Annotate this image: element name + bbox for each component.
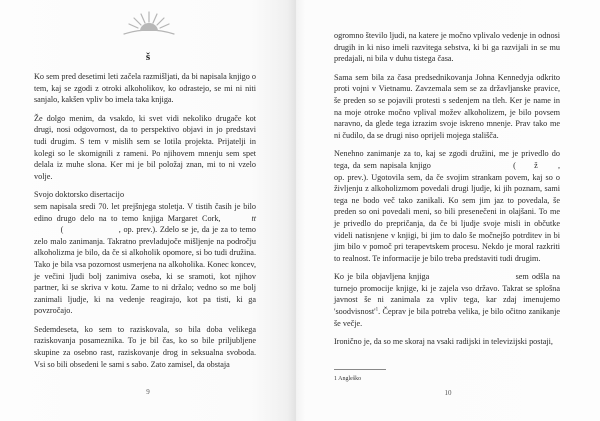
paren: ( <box>513 160 516 170</box>
left-page-body <box>34 71 256 377</box>
paragraph: Ko sem pred desetimi leti začela razmišljati, da bi napisala knjigo o tem, kaj se zgodi z otroki alkoholikov, ko odrastejo, se mi ni niti sanjalo, kakšen vpliv bo imela taka knjiga. <box>34 72 256 105</box>
sun-rising-icon <box>120 8 178 38</box>
left-page <box>0 0 296 421</box>
chapter-heading: š <box>145 51 151 63</box>
paragraph <box>334 148 560 264</box>
paragraph: Sama sem bila za časa predsednikovanja Johna Kennedyja odkrito proti vojni v Vietnamu. Zavzemala sem se za državljanske pravice, še preden so se pojavili protesti s sedenjem na tleh. Ker je name in na moje otroke močno vplival možev alkoholizem, je bilo povsem naravno, da glede tega izrazim svoje iskreno mnenje. Prav tako me ni čudilo, da se drugi niso oprijeli mojega stališča. <box>334 72 560 140</box>
paragraph-text: , op. prev.). Ugotovila sem, da če svojim strankam povem, kaj so o življenju z alkoholizmom povedali drugi ljudje, ki jih poznam, sami tega ne bodo več tako zanikali. Ko sem jim jaz to povedala, še preden so oni povedali meni, so bili presenečeni in olajšani. To me je privedlo do prepričanja, da če bi ljudje svoje misli in občutke videli natisnjene v knjigi, bi jim to dalo še močnejšo potrditev in bi jim bilo v pomoč pri terapevtskem procesu. Nekdo je moral razkriti to realnost. Te informacije je bilo treba predstaviti tudi drugim. <box>334 160 561 263</box>
paragraph <box>334 271 560 329</box>
page-number: 10 <box>444 389 452 397</box>
paragraph-text: Svojo doktorsko disertacijo <box>34 190 125 200</box>
paragraph: Ironično je, da so me skoraj na vsaki radijski in televizijski postaji, <box>334 337 553 347</box>
paragraph-text: Nenehno zanimanje za to, kaj se zgodi družini, me je privedlo do tega, da sem napisala knjigo <box>334 149 560 170</box>
title-mark: tt <box>251 213 256 223</box>
right-page <box>296 0 600 421</box>
paragraph <box>34 189 256 317</box>
paragraph: Že dolgo menim, da vsakdo, ki svet vidi nekoliko drugače kot drugi, nosi odgovornost, da to perspektivo objavi in jo predstavi tudi drugim. S tem v mislih sem se lotila projekta. Prijatelji in kolegi so le skomignili z rameni. Po njihovem mnenju sem spet delala iz muhe slona. Ker mi je bil položaj znan, mi to ni vzelo volje. <box>34 113 256 181</box>
paragraph-text: . Čeprav je bila potreba velika, je bilo očitno zanikanje še večje. <box>334 307 560 328</box>
paragraph-text: Ko je bila objavljena knjiga <box>334 272 430 282</box>
paragraph-text: , op. prev.). Zdelo se je, da je za to temo zelo malo zanimanja. Takratno prevladujoče mišljenje na področju alkoholizma je bilo, da če si alkoholik opomore, si bo tudi družina. Tako je bila vsa pozornost usmerjena na alkoholika. Konec koncev, je večini ljudi bolj zanimiva oseba, ki se sramoti, kot njihov partner, ki se skriva v kotu. Zame to ni držalo; vedno so me bolj zanimali ljudje, ki na vedenje reagirajo, kot pa tisti, ki ga povzročajo. <box>34 225 257 316</box>
paragraph: ogromno število ljudi, na katere je močno vplivalo vedenje in odnosi drugih in ki niso imeli razvitega sebstva, ki bi ga razvijali in se mu predajali, ni bila v duhu tistega časa. <box>334 31 560 64</box>
title-mark: ž <box>534 160 538 170</box>
footnote-divider <box>334 369 386 370</box>
paragraph-text: sem odšla na turnejo promocije knjige, ki je zajela vso državo. Takrat se splošna javnost še ni zanimala za vpliv tega, kar zdaj imenujemo 'soodvisnost' <box>334 272 561 317</box>
right-page-body <box>334 30 560 355</box>
paragraph: Sedemdeseta, ko sem to raziskovala, so bila doba velikega raziskovanja posameznika. To je bil čas, ko so bile priljubljene skupine za osebno rast, raziskovanje drog in seksualna svoboda. Vsi so bili obsedeni le sami s sabo. Zato zamisel, da obstaja <box>34 324 256 369</box>
footnote-ref[interactable]: 1 <box>375 307 379 313</box>
footnote: 1 Angleško <box>334 376 362 382</box>
paragraph-text: sem napisala sredi 70. let prejšnjega stoletja. V tistih časih je bilo edino drugo delo na to temo knjiga Margaret Cork, <box>34 201 256 223</box>
page-number: 9 <box>146 388 150 396</box>
paren: ( <box>60 225 64 235</box>
